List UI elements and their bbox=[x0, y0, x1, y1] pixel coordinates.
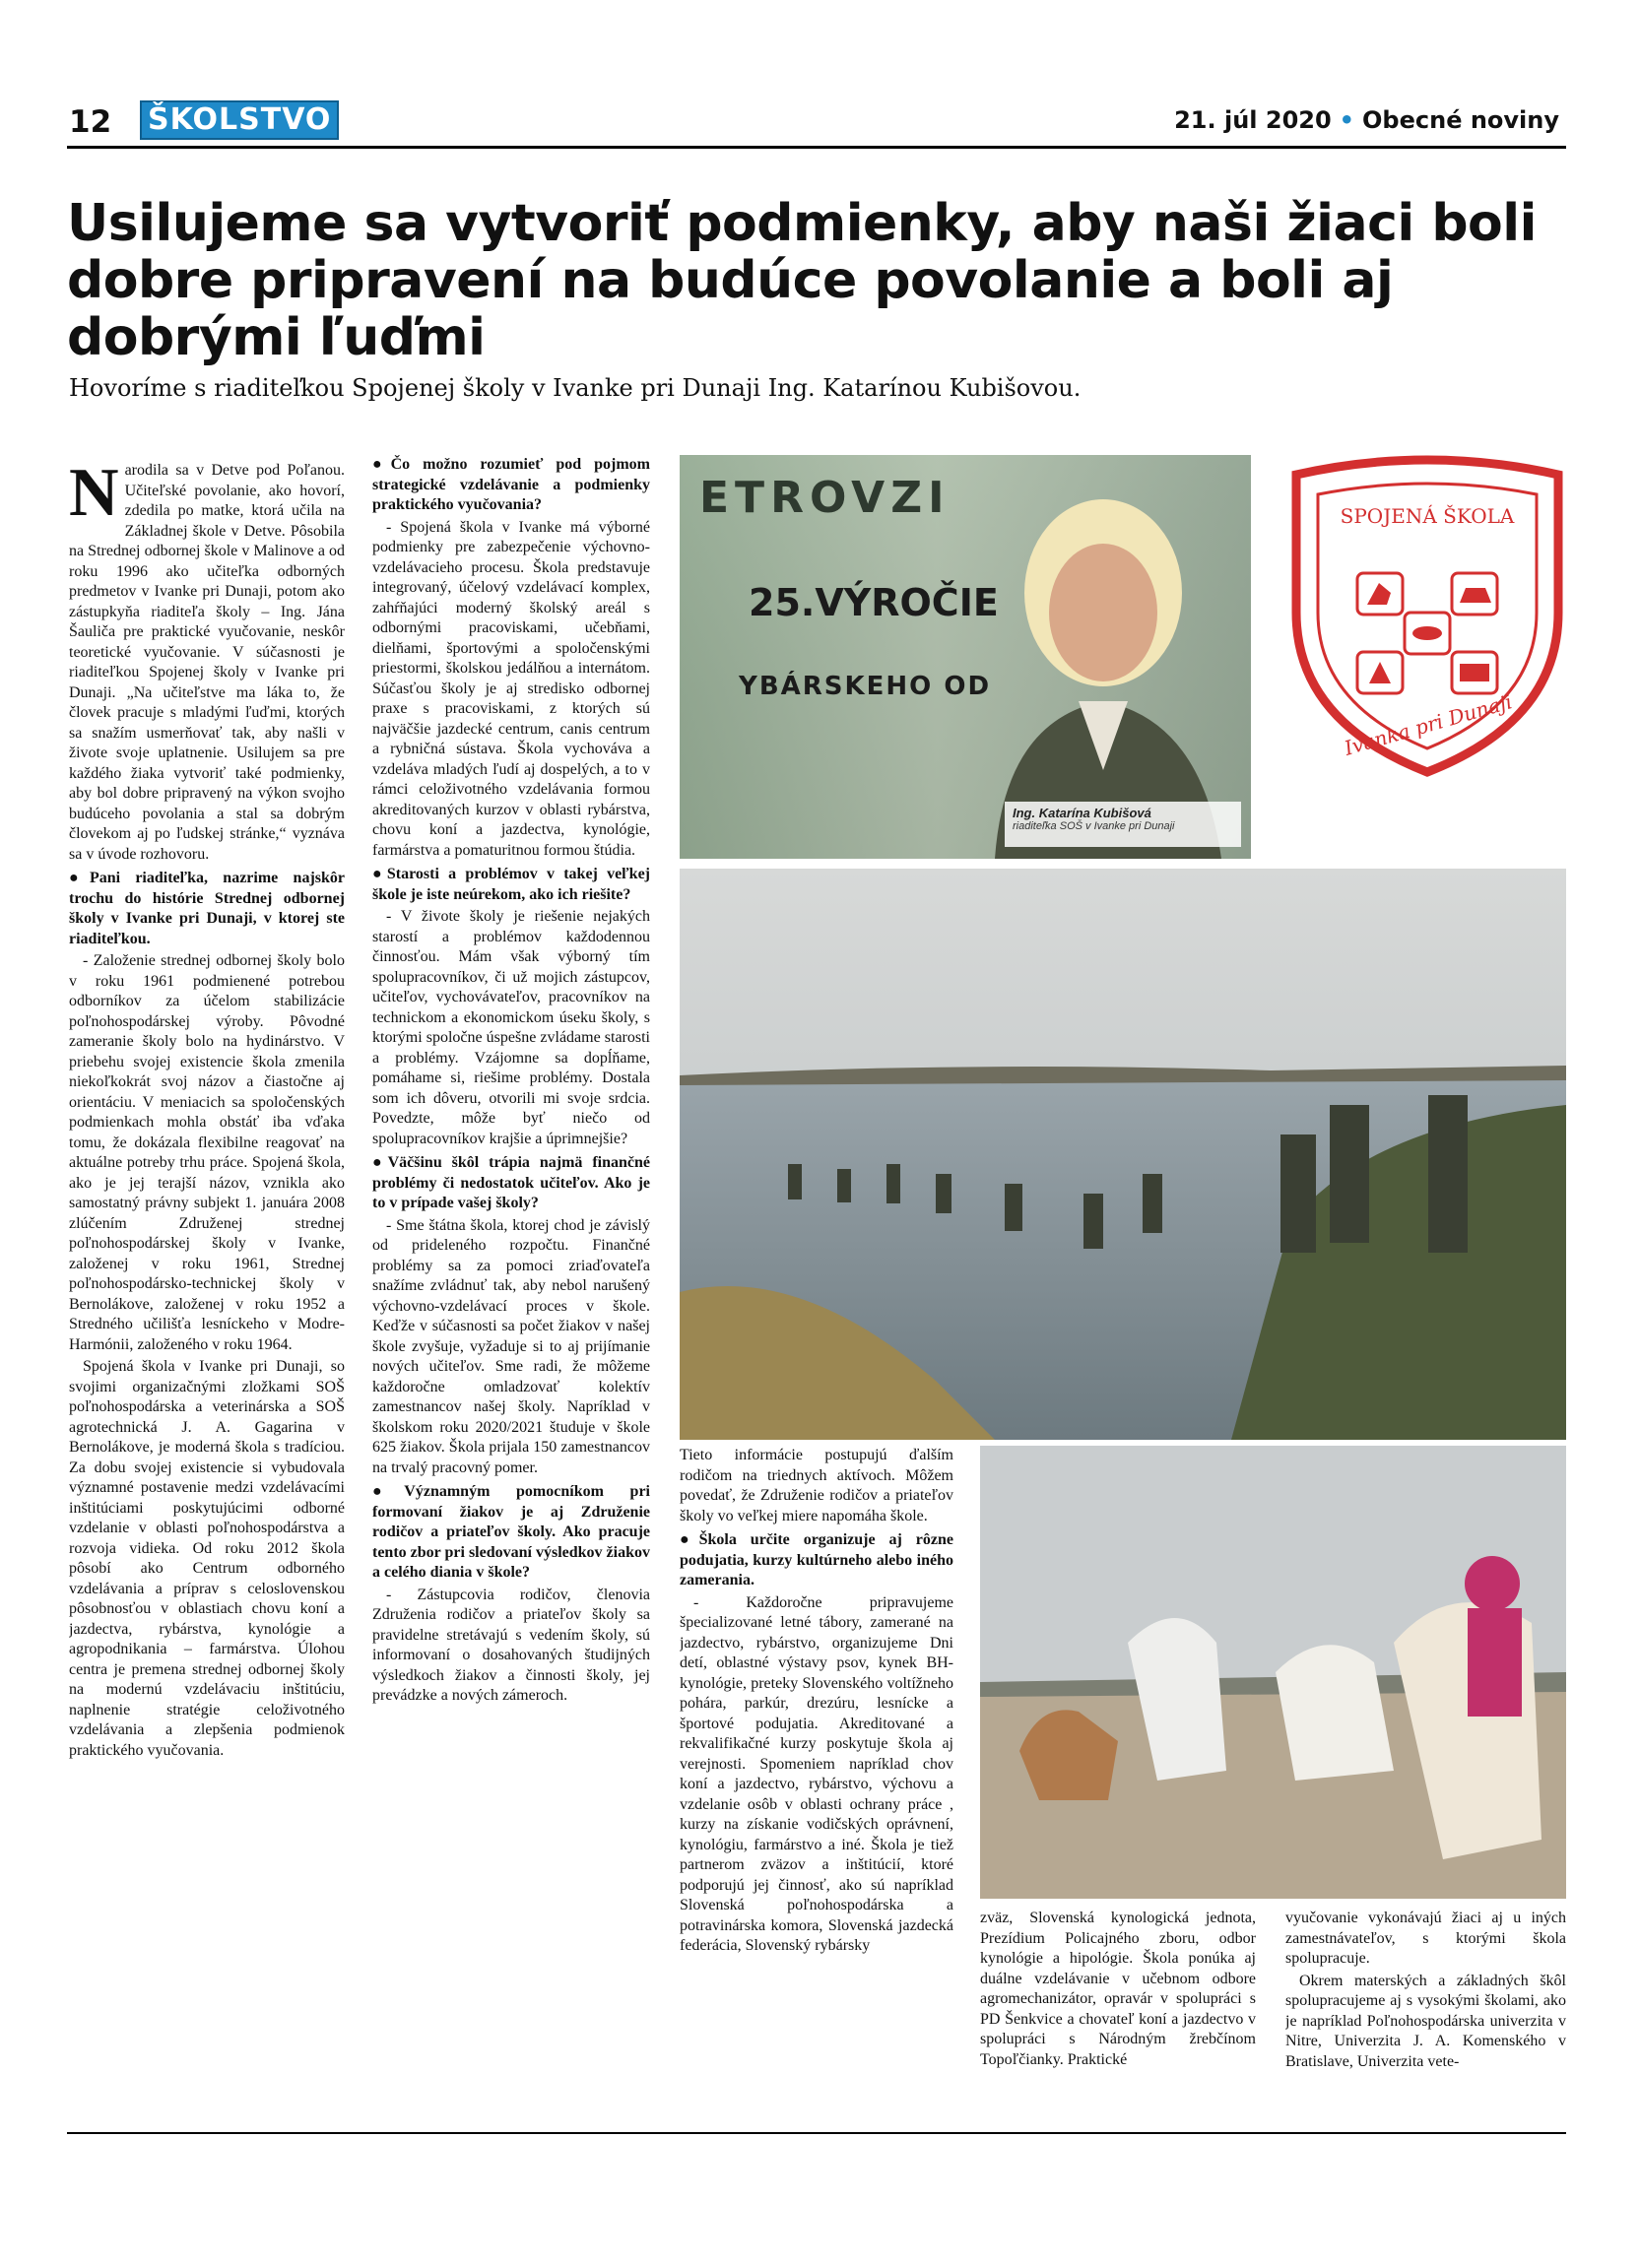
photo-subbanner-text: YBÁRSKEHO OD bbox=[739, 672, 992, 701]
question-6: ● Škola určite organizuje aj rôzne podujatia, kurzy kultúrneho alebo iného zamerania. bbox=[680, 1530, 953, 1591]
logo-bottom-text: Ivanka pri Dunaji bbox=[1342, 689, 1515, 760]
issue-date: 21. júl 2020 bbox=[1174, 106, 1332, 134]
logo-top-text: SPOJENÁ ŠKOLA bbox=[1340, 504, 1515, 528]
photo-banner-text: ETROVZI bbox=[699, 473, 951, 523]
question-5: ● Významným pomocníkom pri formovaní žiakov je aj Združenie rodičov a priateľov školy. Ako pracuje tento zbor pri sledovaní výsledkov žiakov a celého diania v škole? bbox=[372, 1482, 650, 1584]
page-number: 12 bbox=[69, 104, 112, 140]
fishing-photo bbox=[680, 869, 1566, 1440]
dropcap: N bbox=[69, 461, 119, 531]
question-3: ● Starosti a problémov v takej veľkej škole je iste neúrekom, ako ich riešite? bbox=[372, 865, 650, 905]
caption-role: riaditeľka SOŠ v Ivanke pri Dunaji bbox=[1013, 820, 1175, 832]
column-2 bbox=[372, 455, 650, 2106]
issue-date-line bbox=[1174, 106, 1559, 134]
article-lead: Hovoríme s riaditeľkou Spojenej školy v Ivanke pri Dunaji Ing. Katarínou Kubišovou. bbox=[69, 374, 1082, 402]
column-5 bbox=[980, 1909, 1256, 2106]
photo-caption-box bbox=[1005, 802, 1241, 847]
question-1: ● Pani riaditeľka, nazrime najskôr trochu do histórie Strednej odbornej školy v Ivanke pri Dunaji, v ktorej ste riaditeľkou. bbox=[69, 869, 345, 949]
column-4 bbox=[680, 1446, 953, 2106]
answer-5-continued: Tieto informácie postupujú ďalším rodičom na triednych aktívoch. Môžem povedať, že Združenie rodičov a priateľov školy vo veľkej miere napomáha škole. bbox=[680, 1447, 953, 1524]
answer-2: - Spojená škola v Ivanke má výborné podmienky pre zabezpečenie výchovno-vzdelávacieho procesu. Škola predstavuje integrovaný, účelový vzdelávací komplex, zahŕňajúci moderný školský areál s odbornými pracoviskami, učebňami, dielňami, športovými a spoločenskými priestormi, školskou jedálňou a internátom. Súčasťou školy je aj stredisko odbornej praxe s pracoviskami, z ktorých sú najväčšie jazdecké centrum, canis centrum a rybničná sústava. Škola vychováva a vzdeláva mladých ľudí aj dospelých, a to v rámci celoživotného vzdelávania formou akreditovaných kurzov v oblasti rybárstva, chovu koní a jazdectva, kynológie, farmárstva a pomaturitnou formou štúdia. bbox=[372, 518, 650, 859]
answer-5: - Zástupcovia rodičov, členovia Združenia rodičov a priateľov školy sa pravidelne stretávajú s vedením školy, sú informovaní o dosahovaných študijných výsledkoch žiakov a činnosti školy, jej prevádzke a nových zámeroch. bbox=[372, 1586, 650, 1704]
article-title: Usilujeme sa vytvoriť podmienky, aby naši žiaci boli dobre pripravení na budúce povolanie a boli aj dobrými ľuďmi bbox=[67, 194, 1537, 367]
question-2: ● Čo možno rozumieť pod pojmom strategické vzdelávanie a podmienky praktického vyučovania? bbox=[372, 455, 650, 516]
separator-dot: • bbox=[1339, 106, 1355, 134]
bottom-rule bbox=[67, 2132, 1566, 2134]
column-6 bbox=[1285, 1909, 1566, 2106]
header-rule bbox=[67, 146, 1566, 149]
answer-1-p2: Spojená škola v Ivanke pri Dunaji, so svojimi organizačnými zložkami SOŠ poľnohospodárska a veterinárska a SOŠ agrotechnická J. A. Gagarina v Bernolákove, je moderná škola s tradíciou. Za dobu svojej existencie si vybudovala významné postavenie medzi vzdelávacími inštitúciami poskytujúcimi odborné vzdelanie v oblasti poľnohospodárstva a rozvoja vidieka. Od roku 2012 škola pôsobí ako Centrum odborného vzdelávania a príprav s celoslovenskou pôsobnosťou v oblastiach chovu koní a jazdectva, rybárstva, kynológie a agropodnikania – farmárstva. Úlohou centra je premena strednej odbornej školy na modernú vzdelávaciu inštitúciu, naplnenie stratégie celoživotného vzdelávania a zlepšenia podmienok praktického vyučovania. bbox=[69, 1358, 345, 1759]
column-6-p1: vyučovanie vykonávajú žiaci aj u iných zamestnávateľov, s ktorými škola spolupracuje. bbox=[1285, 1910, 1566, 1967]
column-6-p2: Okrem materských a základných škôl spolupracujeme aj s vysokými školami, ako je napríklad Poľnohospodárska univerzita v Nitre, Univerzita J. A. Komenského v Bratislave, Univerzita vete- bbox=[1285, 1972, 1566, 2070]
caption-name: Ing. Katarína Kubišová bbox=[1013, 806, 1151, 820]
answer-3: - V živote školy je riešenie nejakých starostí a problémov každodennou činnosťou. Mám však výborný tím spolupracovníkov, či už mojich zástupcov, učiteľov, vychovávateľov, pracovníkov na technickom a ekonomickom úseku školy, s ktorými spoločne úspešne zvládame starosti a problémy. Vzájomne sa dopĺňame, pomáhame si, riešime problémy. Dostala som ich dôveru, otvorili mi svoje srdcia. Povedzte, môže byť niečo od spolupracovníkov krajšie a úprimnejšie? bbox=[372, 908, 650, 1147]
section-label: ŠKOLSTVO bbox=[140, 100, 339, 140]
question-4: ● Väčšinu škôl trápia najmä finančné problémy či nedostatok učiteľov. Ako je to v prípade vašej školy? bbox=[372, 1153, 650, 1214]
newspaper-name: Obecné noviny bbox=[1362, 106, 1559, 134]
portrait-photo bbox=[680, 455, 1251, 859]
photo-anniversary-text: 25.VÝROČIE bbox=[749, 581, 999, 624]
answer-4: - Sme štátna škola, ktorej chod je závislý od prideleného rozpočtu. Finančné problémy sa za pomoci zriaďovateľa snažíme zvládnuť tak, aby nebol narušený výchovno-vzdelávací proces v škole. Keďže v súčasnosti sa počet žiakov v našej škole zvyšuje, vyžaduje si to aj prijímanie nových učiteľov. Sme radi, že môžeme každoročne omladzovať kolektív zamestnancov našej školy. Napríklad v školskom roku 2020/2021 študuje v škole 625 žiakov. Škola prijala 150 zamestnancov na trvalý pracovný pomer. bbox=[372, 1216, 650, 1476]
horses-photo bbox=[980, 1446, 1566, 1899]
column-5-text: zväz, Slovenská kynologická jednota, Prezídium Policajného zboru, odbor kynológie a hipológie. Škola ponúka aj duálne vzdelávanie v učebnom odbore agromechanizátor, opravár v spolupráci s PD Šenkvice a chovateľ koní a jazdectvo v spolupráci s Národným žrebčínom Topoľčianky. Praktické bbox=[980, 1910, 1256, 2068]
answer-1-p1: - Založenie strednej odbornej školy bolo v roku 1961 podmienené potrebou odborníkov za účelom stabilizácie poľnohospodárskej výroby. Pôvodné zameranie školy bolo na hydinárstvo. V priebehu svojej existencie škola zmenila niekoľkokrát svoj názov a čiastočne aj orientáciu. V meniacich sa spoločenských podmienkach mohla obstáť iba vďaka tomu, že dokázala flexibilne reagovať na aktuálne potreby trhu práce. Spojená škola, ako je jej terajší názov, vznikla ako samostatný právny subjekt 1. januára 2008 zlúčením Združenej strednej poľnohospodárskej školy v Ivanke, založenej v roku 1961, Strednej poľnohospodársko-technickej školy v Bernolákove, založenej v roku 1952 a Stredného učilišťa lesníckeho v Modre-Harmónii, založeného v roku 1964. bbox=[69, 952, 345, 1353]
answer-6: - Každoročne pripravujeme špecializované letné tábory, zamerané na jazdectvo, rybárstvo, organizujeme Dni detí, oblastné výstavy psov, kynek BH-kynológie, preteky Slovenského voltížneho pohára, parkúr, drezúru, lesnícke a športové podujatia. Akreditované a rekvalifikačné kurzy poskytuje škola aj verejnosti. Spomeniem napríklad chov koní a jazdectvo, rybárstvo, výchovu a vzdelanie osôb v oblasti ochrany práce , kurzy na získanie vodičských oprávnení, kynológiu, farmárstvo a iné. Škola je tiež partnerom zväzov a inštitúcií, ktoré podporujú jej činnosť, ako sú napríklad Slovenská poľnohospodárska a potravinárska komora, Slovenská jazdecká federácia, Slovenský rybársky bbox=[680, 1593, 953, 1954]
column-1 bbox=[69, 461, 345, 2106]
intro-paragraph: Narodila sa v Detve pod Poľanou. Učiteľské povolanie, ako hovorí, zdedila po matke, ktorá učila na Základnej škole v Detve. Pôsobila na Strednej odbornej škole v Malinove a od roku 1996 ako učiteľka odborných predmetov v Ivanke pri Dunaji, potom ako zástupkyňa riaditeľa školy – Ing. Jána Šauliča pre praktické vyučovanie, neskôr teoretické vyučovanie. V súčasnosti je riaditeľkou Spojenej školy v Ivanke pri Dunaji. „Na učiteľstve ma láka to, že človek pracuje s mladými ľuďmi, ktorých sa snažím usmerňovať tak, aby našli v živote svoje uplatnenie. Usilujem sa pre každého žiaka vytvoriť také podmienky, aby bol dobre pripravený na výkon svojho budúceho povolania a stal sa dobrým človekom aj po ľudskej stránke,“ vyznáva sa v úvode rozhovoru. bbox=[69, 461, 345, 863]
